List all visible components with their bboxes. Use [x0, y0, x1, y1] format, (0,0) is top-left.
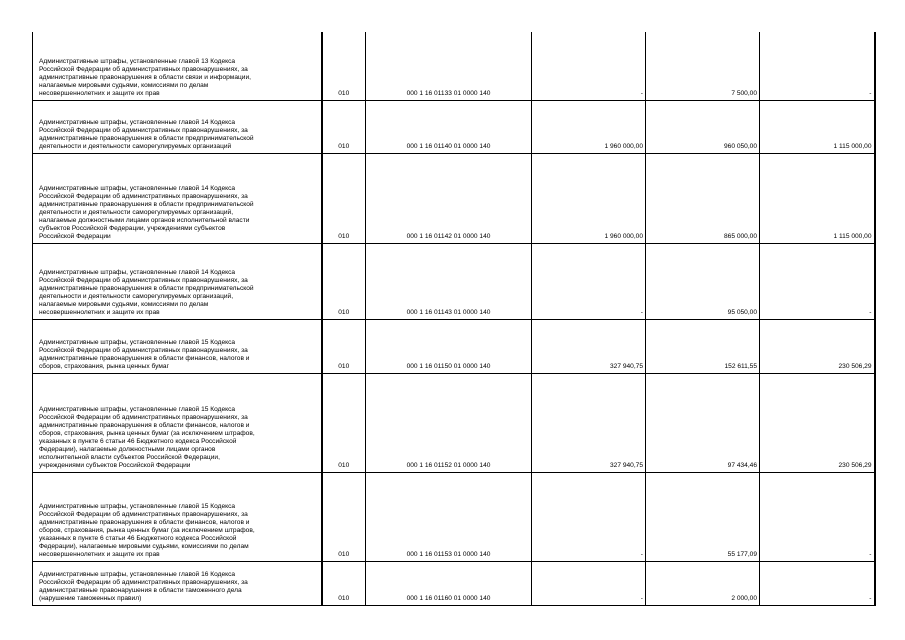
row-value-3: - — [760, 243, 875, 319]
row-name: Административные штрафы, установленные главой 14 Кодекса Российской Федерации об административных правонарушениях, за административные правонарушения в области предпринимательской деятельности и деятельности саморегулируемых организаций, налагаемые должностными лицами органов исполнительной власти субъектов Российской Федерации, учреждениями субъектов Российской Федерации — [33, 153, 322, 243]
row-value-2: 7 500,00 — [646, 32, 760, 100]
row-name: Административные штрафы, установленные главой 15 Кодекса Российской Федерации об административных правонарушениях, за административные правонарушения в области финансов, налогов и сборов, страхования, рынка ценных бумаг (за исключением штрафов, указанных в пункте 6 статьи 46 Бюджетного кодекса Российской Федерации), налагаемые должностными лицами органов исполнительной власти субъектов Российской Федерации, учреждениями субъектов Российской Федерации — [33, 373, 322, 472]
row-value-3: - — [760, 561, 875, 605]
row-value-1: - — [532, 472, 646, 561]
row-kbk: 000 1 16 01150 01 0000 140 — [366, 319, 532, 373]
row-value-1: - — [532, 32, 646, 100]
row-name: Административные штрафы, установленные главой 13 Кодекса Российской Федерации об административных правонарушениях, за административные правонарушения в области связи и информации, налагаемые мировыми судьями, комиссиями по делам несовершеннолетних и защите их прав — [33, 32, 322, 100]
row-value-1: 327 940,75 — [532, 319, 646, 373]
row-value-3: - — [760, 472, 875, 561]
row-kbk: 000 1 16 01140 01 0000 140 — [366, 100, 532, 153]
row-kbk: 000 1 16 01153 01 0000 140 — [366, 472, 532, 561]
row-value-3: 230 506,29 — [760, 319, 875, 373]
row-code: 010 — [322, 472, 366, 561]
report-table — [32, 32, 876, 606]
row-value-1: 1 960 000,00 — [532, 153, 646, 243]
table-row — [33, 472, 875, 561]
row-code: 010 — [322, 100, 366, 153]
row-value-1: 1 960 000,00 — [532, 100, 646, 153]
row-name: Административные штрафы, установленные главой 14 Кодекса Российской Федерации об административных правонарушениях, за административные правонарушения в области предпринимательской деятельности и деятельности саморегулируемых организаций — [33, 100, 322, 153]
table-row — [33, 319, 875, 373]
row-code: 010 — [322, 373, 366, 472]
table-row — [33, 153, 875, 243]
table-row — [33, 561, 875, 605]
table-row — [33, 243, 875, 319]
table-row — [33, 32, 875, 100]
row-kbk: 000 1 16 01160 01 0000 140 — [366, 561, 532, 605]
row-code: 010 — [322, 243, 366, 319]
row-code: 010 — [322, 561, 366, 605]
row-code: 010 — [322, 319, 366, 373]
row-name: Административные штрафы, установленные главой 15 Кодекса Российской Федерации об административных правонарушениях, за административные правонарушения в области финансов, налогов и сборов, страхования, рынка ценных бумаг (за исключением штрафов, указанных в пункте 6 статьи 46 Бюджетного кодекса Российской Федерации), налагаемые мировыми судьями, комиссиями по делам несовершеннолетних и защите их прав — [33, 472, 322, 561]
row-value-2: 2 000,00 — [646, 561, 760, 605]
row-value-1: - — [532, 561, 646, 605]
row-value-2: 95 050,00 — [646, 243, 760, 319]
row-name: Административные штрафы, установленные главой 15 Кодекса Российской Федерации об административных правонарушениях, за административные правонарушения в области финансов, налогов и сборов, страхования, рынка ценных бумаг — [33, 319, 322, 373]
table-row — [33, 100, 875, 153]
row-code: 010 — [322, 153, 366, 243]
row-kbk: 000 1 16 01143 01 0000 140 — [366, 243, 532, 319]
row-value-2: 152 611,55 — [646, 319, 760, 373]
table-row — [33, 373, 875, 472]
row-value-3: - — [760, 32, 875, 100]
row-kbk: 000 1 16 01142 01 0000 140 — [366, 153, 532, 243]
row-value-1: 327 940,75 — [532, 373, 646, 472]
row-value-3: 1 115 000,00 — [760, 153, 875, 243]
row-value-3: 1 115 000,00 — [760, 100, 875, 153]
row-name: Административные штрафы, установленные главой 16 Кодекса Российской Федерации об административных правонарушениях, за административные правонарушения в области таможенного дела (нарушение таможенных правил) — [33, 561, 322, 605]
row-value-2: 865 000,00 — [646, 153, 760, 243]
row-value-2: 960 050,00 — [646, 100, 760, 153]
row-value-3: 230 506,29 — [760, 373, 875, 472]
row-name: Административные штрафы, установленные главой 14 Кодекса Российской Федерации об административных правонарушениях, за административные правонарушения в области предпринимательской деятельности и деятельности саморегулируемых организаций, налагаемые мировыми судьями, комиссиями по делам несовершеннолетних и защите их прав — [33, 243, 322, 319]
row-value-2: 97 434,46 — [646, 373, 760, 472]
row-kbk: 000 1 16 01133 01 0000 140 — [366, 32, 532, 100]
row-code: 010 — [322, 32, 366, 100]
row-value-2: 55 177,09 — [646, 472, 760, 561]
report-table-body — [33, 32, 875, 605]
row-kbk: 000 1 16 01152 01 0000 140 — [366, 373, 532, 472]
row-value-1: - — [532, 243, 646, 319]
